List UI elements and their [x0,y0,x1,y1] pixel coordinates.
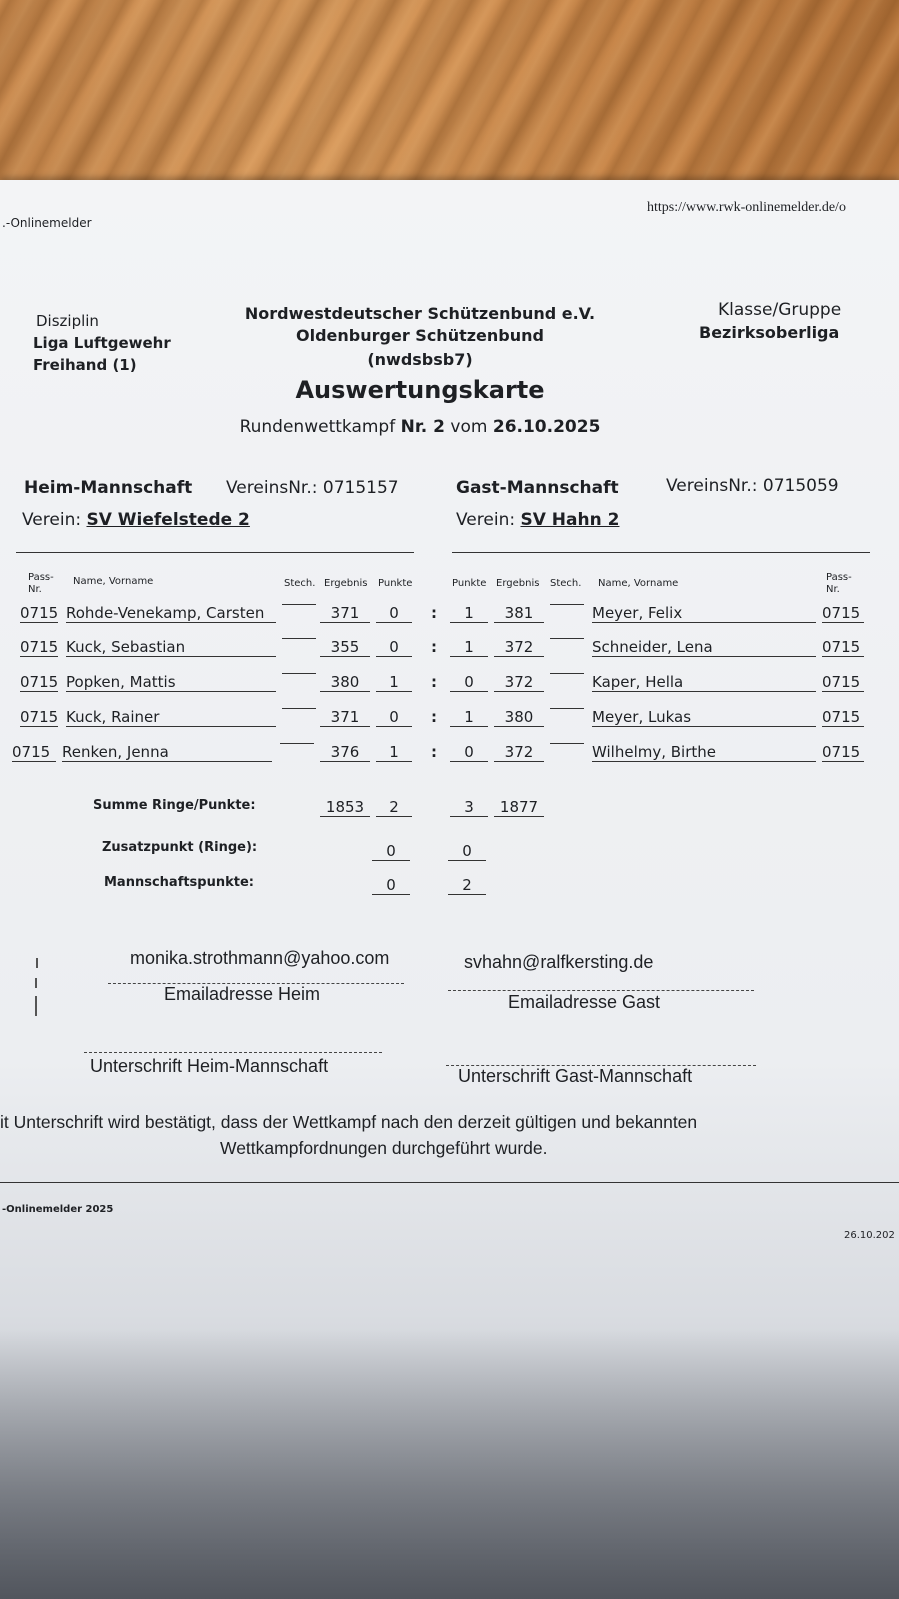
home-email-label: Emailadresse Heim [164,984,321,1004]
home-club [22,510,250,530]
guest-team-heading: Gast-Mannschaft [456,478,619,498]
home-pass-nr: 0715 [20,638,58,656]
guest-shooter-name: Meyer, Lukas [592,708,816,727]
guest-result: 381 [494,604,544,623]
discipline-line1: Liga Luftgewehr [33,334,171,352]
home-points: 1 [376,743,412,762]
home-result: 380 [320,673,370,692]
home-shooter-name: Popken, Mattis [66,673,276,692]
col-guest-result: Ergebnis [496,578,540,589]
score-separator: : [431,638,437,656]
home-tiebreak [282,604,316,605]
home-pass-nr: 0715 [20,673,58,691]
table-row [0,708,899,744]
col-home-points: Punkte [378,578,413,589]
class-group-label: Klasse/Gruppe [718,300,842,320]
guest-result: 372 [494,673,544,692]
home-team-heading: Heim-Mannschaft [24,478,193,498]
home-result: 371 [320,604,370,623]
col-guest-stech: Stech. [550,578,582,589]
home-signature-label: Unterschrift Heim-Mannschaft [90,1056,329,1076]
col-guest-points: Punkte [452,578,487,589]
home-bonus-point: 0 [372,842,410,861]
photo-shadow [0,1330,899,1599]
guest-bonus-point: 0 [448,842,486,861]
footer-source: -Onlinemelder 2025 [2,1204,114,1215]
home-club-label: Verein: [22,510,82,530]
guest-email-label: Emailadresse Gast [508,992,661,1012]
guest-pass-nr: 0715 [822,638,864,657]
col-home-result: Ergebnis [324,578,368,589]
score-separator: : [431,673,437,691]
home-points: 0 [376,604,412,623]
organization-line1: Nordwestdeutscher Schützenbund e.V. [244,304,596,323]
home-club-name: SV Wiefelstede 2 [86,510,250,530]
guest-club-label: Verein: [456,510,516,530]
confirmation-line2: Wettkampfordnungen durchgeführt wurde. [220,1138,548,1158]
home-tiebreak [280,743,314,744]
home-total-points: 2 [376,798,412,817]
home-signature-line [84,1052,382,1053]
page-title: Auswertungskarte [295,376,545,404]
guest-total-rings: 1877 [494,798,544,817]
guest-points: 1 [450,604,488,623]
table-row [0,673,899,709]
guest-pass-nr: 0715 [822,743,864,762]
confirmation-line1: it Unterschrift wird bestätigt, dass der Wettkampf nach den derzeit gültigen und bekannten [0,1112,698,1132]
class-group-value: Bezirksoberliga [699,323,840,342]
table-row [0,604,899,640]
guest-total-points: 3 [450,798,488,817]
wooden-table-background [0,0,899,200]
guest-signature-label: Unterschrift Gast-Mannschaft [458,1066,693,1086]
subtitle-mid: vom [450,417,488,437]
bonus-label: Zusatzpunkt (Ringe): [102,840,258,855]
subtitle-prefix: Rundenwettkampf [239,417,396,437]
organization-line2: Oldenburger Schützenbund [296,326,544,345]
round-date: 26.10.2025 [492,417,601,437]
home-result: 355 [320,638,370,657]
guest-pass-nr: 0715 [822,604,864,623]
guest-result: 372 [494,743,544,762]
guest-divider [452,552,870,553]
home-points: 1 [376,673,412,692]
guest-shooter-name: Schneider, Lena [592,638,816,657]
guest-shooter-name: Kaper, Hella [592,673,816,692]
round-subtitle [200,417,640,437]
home-pass-nr: 0715 [20,708,58,726]
header-source: .-Onlinemelder [2,216,92,230]
col-home-name: Name, Vorname [73,576,154,587]
margin-mark [35,978,37,988]
guest-tiebreak [550,604,584,605]
discipline-label: Disziplin [36,312,99,330]
guest-result: 372 [494,638,544,657]
totals-label: Summe Ringe/Punkte: [93,798,256,813]
home-email-value: monika.strothmann@yahoo.com [130,948,390,968]
guest-tiebreak [550,708,584,709]
home-total-rings: 1853 [320,798,370,817]
team-points-label: Mannschaftspunkte: [104,875,254,890]
margin-mark [36,958,38,968]
guest-points: 1 [450,638,488,657]
col-guest-name: Name, Vorname [598,578,679,589]
round-number: Nr. 2 [400,417,446,437]
home-points: 0 [376,708,412,727]
home-tiebreak [282,708,316,709]
home-club-number: VereinsNr.: 0715157 [226,478,399,498]
home-result: 371 [320,708,370,727]
score-separator: : [431,743,437,761]
margin-mark [35,996,37,1016]
score-separator: : [431,604,437,622]
guest-result: 380 [494,708,544,727]
footer-date: 26.10.202 [844,1230,895,1241]
guest-club-number: VereinsNr.: 0715059 [666,476,839,496]
score-separator: : [431,708,437,726]
guest-tiebreak [550,638,584,639]
home-shooter-name: Renken, Jenna [62,743,272,762]
header-url: https://www.rwk-onlinemelder.de/o [647,200,846,215]
guest-shooter-name: Wilhelmy, Birthe [592,743,816,762]
guest-points: 0 [450,673,488,692]
guest-email-value: svhahn@ralfkersting.de [464,952,654,972]
home-shooter-name: Rohde-Venekamp, Carsten [66,604,276,623]
home-points: 0 [376,638,412,657]
home-tiebreak [282,638,316,639]
footer-rule [0,1182,899,1183]
home-pass-nr: 0715 [20,604,58,622]
home-tiebreak [282,673,316,674]
guest-shooter-name: Meyer, Felix [592,604,816,623]
col-guest-pass: Pass- Nr. [826,572,852,595]
home-pass-nr: 0715 [12,743,56,762]
guest-tiebreak [550,743,584,744]
guest-points: 0 [450,743,488,762]
table-row [0,743,899,779]
guest-email-line [448,990,754,991]
guest-club [456,510,619,530]
table-row [0,638,899,674]
home-team-points: 0 [372,876,410,895]
guest-points: 1 [450,708,488,727]
home-shooter-name: Kuck, Rainer [66,708,276,727]
col-home-stech: Stech. [284,578,316,589]
guest-team-points: 2 [448,876,486,895]
col-home-pass: Pass- Nr. [28,572,54,595]
discipline-line2: Freihand (1) [33,356,137,374]
guest-tiebreak [550,673,584,674]
organization-line3: (nwdsbsb7) [367,350,473,369]
guest-pass-nr: 0715 [822,673,864,692]
home-shooter-name: Kuck, Sebastian [66,638,276,657]
guest-pass-nr: 0715 [822,708,864,727]
home-result: 376 [320,743,370,762]
home-divider [16,552,414,553]
guest-club-name: SV Hahn 2 [520,510,620,530]
